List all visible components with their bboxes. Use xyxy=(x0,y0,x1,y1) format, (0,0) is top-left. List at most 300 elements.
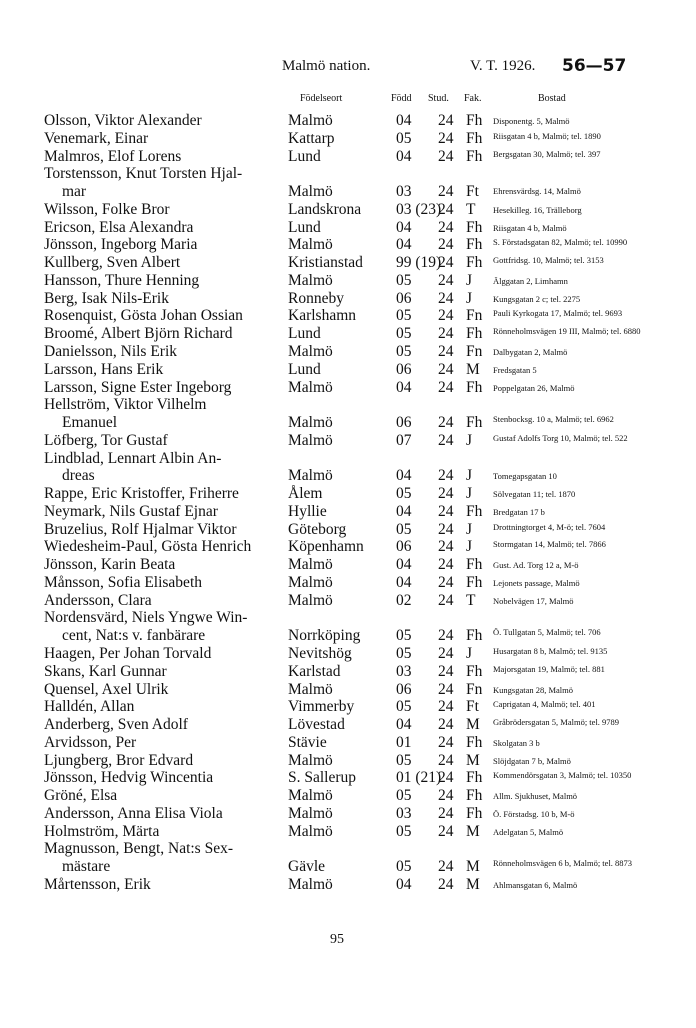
faculty-cell: J xyxy=(466,271,473,289)
faculty-cell: Fh xyxy=(466,236,483,254)
member-name xyxy=(44,716,284,733)
faculty-cell: J xyxy=(466,538,473,556)
member-name xyxy=(44,112,284,129)
born-year-cell: 05 xyxy=(396,325,412,343)
faculty-cell: Fh xyxy=(466,502,483,520)
faculty-cell: J xyxy=(466,467,473,485)
member-name-text: Magnusson, Bengt, Nat:s Sex- xyxy=(44,840,234,858)
address-cell: Gust. Ad. Torg 12 a, M-ö xyxy=(493,560,579,571)
table-row xyxy=(0,396,696,432)
born-year-cell: 03 (23) xyxy=(396,200,442,218)
member-name xyxy=(44,290,284,307)
member-name xyxy=(44,485,284,502)
student-year-cell: 24 xyxy=(438,538,454,556)
member-name xyxy=(44,663,284,680)
member-name-text: Larsson, Signe Ester Ingeborg xyxy=(44,378,232,396)
faculty-cell: J xyxy=(466,520,473,538)
faculty-cell: Fh xyxy=(466,627,483,645)
birthplace-cell: Malmö xyxy=(288,822,333,840)
student-year-cell: 24 xyxy=(438,342,454,360)
member-name-continuation: dreas xyxy=(62,467,95,485)
member-name-text: Andersson, Clara xyxy=(44,591,152,609)
born-year-cell: 05 xyxy=(396,271,412,289)
faculty-cell: Fh xyxy=(466,414,483,432)
address-cell: Hesekilleg. 16, Trälleborg xyxy=(493,204,582,215)
member-name-text: Rosenquist, Gösta Johan Ossian xyxy=(44,307,243,325)
member-name xyxy=(44,734,284,751)
birthplace-cell: Norrköping xyxy=(288,627,361,645)
born-year-cell: 05 xyxy=(396,485,412,503)
member-name-text: Arvidsson, Per xyxy=(44,733,137,751)
member-name-text: Hansson, Thure Henning xyxy=(44,271,200,289)
born-year-cell: 02 xyxy=(396,591,412,609)
column-headers xyxy=(0,93,696,107)
faculty-cell: Fh xyxy=(466,662,483,680)
born-year-cell: 04 xyxy=(396,147,412,165)
born-year-cell: 01 (21) xyxy=(396,769,442,787)
faculty-cell: Fh xyxy=(466,769,483,787)
page-header xyxy=(0,56,696,78)
born-year-cell: 04 xyxy=(396,236,412,254)
faculty-cell: M xyxy=(466,751,480,769)
born-year-cell: 04 xyxy=(396,716,412,734)
student-year-cell: 24 xyxy=(438,645,454,663)
col-header-address: Bostad xyxy=(538,93,566,104)
member-name-text: Rappe, Eric Kristoffer, Friherre xyxy=(44,485,239,503)
birthplace-cell: Malmö xyxy=(288,378,333,396)
member-list xyxy=(0,112,696,894)
born-year-cell: 05 xyxy=(396,751,412,769)
member-name-continuation: cent, Nat:s v. fanbärare xyxy=(62,627,206,645)
member-name-text: Löfberg, Tor Gustaf xyxy=(44,431,168,449)
birthplace-cell: S. Sallerup xyxy=(288,769,357,787)
birthplace-cell: Malmö xyxy=(288,751,333,769)
table-row xyxy=(0,272,696,290)
member-name xyxy=(44,325,284,342)
member-name xyxy=(44,538,284,555)
born-year-cell: 04 xyxy=(396,218,412,236)
birthplace-cell: Malmö xyxy=(288,112,333,129)
student-year-cell: 24 xyxy=(438,325,454,343)
faculty-cell: M xyxy=(466,858,480,876)
member-name xyxy=(44,805,284,822)
table-row xyxy=(0,698,696,716)
member-name-text: Venemark, Einar xyxy=(44,129,149,147)
student-year-cell: 24 xyxy=(438,751,454,769)
birthplace-cell: Ronneby xyxy=(288,289,344,307)
table-row xyxy=(0,325,696,343)
member-name xyxy=(44,343,284,360)
member-name-continuation: mar xyxy=(62,183,87,201)
faculty-cell: Fn xyxy=(466,680,483,698)
student-year-cell: 24 xyxy=(438,662,454,680)
address-cell: Drottningtorget 4, M-ö; tel. 7604 xyxy=(493,521,606,532)
faculty-cell: Fh xyxy=(466,325,483,343)
faculty-cell: Fh xyxy=(466,129,483,147)
address-cell: Gråbrödersgatan 5, Malmö; tel. 9789 xyxy=(493,717,620,728)
table-row xyxy=(0,148,696,166)
born-year-cell: 04 xyxy=(396,378,412,396)
birthplace-cell: Malmö xyxy=(288,431,333,449)
member-name-text: Lindblad, Lennart Albin An- xyxy=(44,449,222,467)
born-year-cell: 05 xyxy=(396,645,412,663)
student-year-cell: 24 xyxy=(438,271,454,289)
member-name-continuation: Emanuel xyxy=(62,414,118,432)
address-cell: Caprigatan 4, Malmö; tel. 401 xyxy=(493,699,596,710)
col-header-student-year: Stud. xyxy=(428,93,449,104)
born-year-cell: 05 xyxy=(396,342,412,360)
member-name xyxy=(44,219,284,236)
member-name-text: Mårtensson, Erik xyxy=(44,876,151,893)
address-cell: Ehrensvärdsg. 14, Malmö xyxy=(493,186,581,197)
born-year-cell: 03 xyxy=(396,662,412,680)
address-cell: Husargatan 8 b, Malmö; tel. 9135 xyxy=(493,646,608,657)
table-row xyxy=(0,254,696,272)
table-row xyxy=(0,450,696,486)
member-name xyxy=(44,272,284,289)
birthplace-cell: Malmö xyxy=(288,804,333,822)
address-cell: S. Förstadsgatan 82, Malmö; tel. 10990 xyxy=(493,237,628,248)
faculty-cell: J xyxy=(466,431,473,449)
nation-title: Malmö nation. xyxy=(282,58,371,74)
member-name xyxy=(44,396,284,432)
birthplace-cell: Malmö xyxy=(288,342,333,360)
member-name-text: Skans, Karl Gunnar xyxy=(44,662,167,680)
member-name-text: Neymark, Nils Gustaf Ejnar xyxy=(44,502,218,520)
member-name xyxy=(44,254,284,271)
birthplace-cell: Hyllie xyxy=(288,502,327,520)
born-year-cell: 06 xyxy=(396,538,412,556)
faculty-cell: Fh xyxy=(466,254,483,272)
table-row xyxy=(0,236,696,254)
address-cell: Älggatan 2, Limhamn xyxy=(493,275,568,286)
table-row xyxy=(0,574,696,592)
address-cell: Gustaf Adolfs Torg 10, Malmö; tel. 522 xyxy=(493,432,628,443)
table-row xyxy=(0,752,696,770)
address-cell: Ö. Tullgatan 5, Malmö; tel. 706 xyxy=(493,627,601,638)
member-name xyxy=(44,379,284,396)
student-year-cell: 24 xyxy=(438,556,454,574)
table-row xyxy=(0,343,696,361)
born-year-cell: 04 xyxy=(396,573,412,591)
member-name-text: Andersson, Anna Elisa Viola xyxy=(44,804,223,822)
born-year-cell: 07 xyxy=(396,431,412,449)
table-row xyxy=(0,681,696,699)
member-name-text: Bruzelius, Rolf Hjalmar Viktor xyxy=(44,520,237,538)
student-year-cell: 24 xyxy=(438,627,454,645)
faculty-cell: Fh xyxy=(466,378,483,396)
faculty-cell: Fh xyxy=(466,573,483,591)
member-name xyxy=(44,236,284,253)
birthplace-cell: Karlstad xyxy=(288,662,341,680)
member-name-text: Haagen, Per Johan Torvald xyxy=(44,645,212,663)
birthplace-cell: Stävie xyxy=(288,733,327,751)
student-year-cell: 24 xyxy=(438,733,454,751)
student-year-cell: 24 xyxy=(438,467,454,485)
member-name-text: Gröné, Elsa xyxy=(44,787,118,805)
member-name xyxy=(44,823,284,840)
student-year-cell: 24 xyxy=(438,307,454,325)
student-year-cell: 24 xyxy=(438,218,454,236)
member-name xyxy=(44,130,284,147)
birthplace-cell: Malmö xyxy=(288,787,333,805)
address-cell: Kommendörsgatan 3, Malmö; tel. 10350 xyxy=(493,770,632,781)
faculty-cell: Fn xyxy=(466,307,483,325)
birthplace-cell: Malmö xyxy=(288,271,333,289)
member-name xyxy=(44,592,284,609)
student-year-cell: 24 xyxy=(438,378,454,396)
table-row xyxy=(0,538,696,556)
member-name xyxy=(44,521,284,538)
col-header-born-year: Född xyxy=(391,93,412,104)
member-name-text: Nordensvärd, Niels Yngwe Win- xyxy=(44,609,248,627)
table-row xyxy=(0,361,696,379)
student-year-cell: 24 xyxy=(438,716,454,734)
birthplace-cell: Lund xyxy=(288,147,321,165)
birthplace-cell: Malmö xyxy=(288,236,333,254)
student-year-cell: 24 xyxy=(438,573,454,591)
faculty-cell: Fh xyxy=(466,147,483,165)
born-year-cell: 05 xyxy=(396,520,412,538)
student-year-cell: 24 xyxy=(438,414,454,432)
faculty-cell: Fh xyxy=(466,112,483,129)
born-year-cell: 05 xyxy=(396,787,412,805)
address-cell: Riisgatan 4 b, Malmö xyxy=(493,222,567,233)
address-cell: Tomegapsgatan 10 xyxy=(493,470,557,481)
faculty-cell: T xyxy=(466,591,476,609)
faculty-cell: J xyxy=(466,645,473,663)
born-year-cell: 06 xyxy=(396,360,412,378)
born-year-cell: 05 xyxy=(396,627,412,645)
student-year-cell: 24 xyxy=(438,289,454,307)
address-cell: Bergsgatan 30, Malmö; tel. 397 xyxy=(493,148,601,159)
birthplace-cell: Gävle xyxy=(288,858,326,876)
faculty-cell: Fh xyxy=(466,733,483,751)
birthplace-cell: Kattarp xyxy=(288,129,335,147)
member-name-text: Olsson, Viktor Alexander xyxy=(44,112,202,129)
birthplace-cell: Lund xyxy=(288,218,321,236)
address-cell: Rönneholmsvägen 6 b, Malmö; tel. 8873 xyxy=(493,858,633,869)
member-name xyxy=(44,698,284,715)
born-year-cell: 05 xyxy=(396,822,412,840)
table-row xyxy=(0,485,696,503)
born-year-cell: 05 xyxy=(396,858,412,876)
address-cell: Slöjdgatan 7 b, Malmö xyxy=(493,755,571,766)
address-cell: Gottfridsg. 10, Malmö; tel. 3153 xyxy=(493,255,604,266)
student-year-cell: 24 xyxy=(438,147,454,165)
table-row xyxy=(0,201,696,219)
faculty-cell: M xyxy=(466,876,480,893)
student-year-cell: 24 xyxy=(438,680,454,698)
address-cell: Poppelgatan 26, Malmö xyxy=(493,382,575,393)
table-row xyxy=(0,663,696,681)
student-year-cell: 24 xyxy=(438,485,454,503)
table-row xyxy=(0,716,696,734)
address-cell: Nobelvägen 17, Malmö xyxy=(493,595,574,606)
address-cell: Stenbocksg. 10 a, Malmö; tel. 6962 xyxy=(493,414,614,425)
table-row xyxy=(0,840,696,876)
faculty-cell: Ft xyxy=(466,183,479,201)
member-name-text: Jönsson, Hedvig Wincentia xyxy=(44,769,214,787)
faculty-cell: T xyxy=(466,200,476,218)
member-name xyxy=(44,450,284,486)
table-row xyxy=(0,823,696,841)
member-name-text: Wiedesheim-Paul, Gösta Henrich xyxy=(44,538,252,556)
col-header-faculty: Fak. xyxy=(464,93,482,104)
student-year-cell: 24 xyxy=(438,112,454,129)
member-name-text: Ljungberg, Bror Edvard xyxy=(44,751,194,769)
faculty-cell: M xyxy=(466,822,480,840)
member-name xyxy=(44,503,284,520)
address-cell: Kungsgatan 28, Malmö xyxy=(493,684,574,695)
birthplace-cell: Malmö xyxy=(288,573,333,591)
table-row xyxy=(0,645,696,663)
table-row xyxy=(0,769,696,787)
address-cell: Kungsgatan 2 c; tel. 2275 xyxy=(493,293,581,304)
born-year-cell: 04 xyxy=(396,876,412,893)
table-row xyxy=(0,876,696,894)
table-row xyxy=(0,307,696,325)
member-name xyxy=(44,681,284,698)
address-cell: Lejonets passage, Malmö xyxy=(493,577,580,588)
member-name-continuation: mästare xyxy=(62,858,111,876)
faculty-cell: Ft xyxy=(466,698,479,716)
table-row xyxy=(0,432,696,450)
table-row xyxy=(0,112,696,130)
member-name-text: Berg, Isak Nils-Erik xyxy=(44,289,169,307)
member-name-text: Anderberg, Sven Adolf xyxy=(44,716,188,734)
student-year-cell: 24 xyxy=(438,200,454,218)
member-name xyxy=(44,361,284,378)
student-year-cell: 24 xyxy=(438,858,454,876)
birthplace-cell: Malmö xyxy=(288,183,333,201)
birthplace-cell: Karlshamn xyxy=(288,307,357,325)
birthplace-cell: Malmö xyxy=(288,876,333,893)
member-name xyxy=(44,752,284,769)
term-label: V. T. 1926. xyxy=(470,58,536,74)
birthplace-cell: Kristianstad xyxy=(288,254,363,272)
birthplace-cell: Landskrona xyxy=(288,200,362,218)
address-cell: Skolgatan 3 b xyxy=(493,737,540,748)
address-cell: Bredgatan 17 b xyxy=(493,506,545,517)
birthplace-cell: Lövestad xyxy=(288,716,345,734)
table-row xyxy=(0,503,696,521)
member-name xyxy=(44,307,284,324)
student-year-cell: 24 xyxy=(438,183,454,201)
address-cell: Fredsgatan 5 xyxy=(493,364,537,375)
student-year-cell: 24 xyxy=(438,698,454,716)
faculty-cell: J xyxy=(466,485,473,503)
member-name xyxy=(44,876,284,893)
table-row xyxy=(0,290,696,308)
born-year-cell: 06 xyxy=(396,289,412,307)
member-name xyxy=(44,840,284,876)
member-name-text: Månsson, Sofia Elisabeth xyxy=(44,573,202,591)
faculty-cell: J xyxy=(466,289,473,307)
member-name-text: Jönsson, Karin Beata xyxy=(44,556,176,574)
table-row xyxy=(0,556,696,574)
faculty-cell: Fh xyxy=(466,787,483,805)
member-name xyxy=(44,165,284,201)
member-name-text: Hellström, Viktor Vilhelm xyxy=(44,396,207,414)
member-name xyxy=(44,574,284,591)
table-row xyxy=(0,592,696,610)
faculty-cell: M xyxy=(466,716,480,734)
born-year-cell: 03 xyxy=(396,183,412,201)
student-year-cell: 24 xyxy=(438,520,454,538)
member-name xyxy=(44,556,284,573)
address-cell: Sölvegatan 11; tel. 1870 xyxy=(493,489,576,500)
address-cell: Majorsgatan 19, Malmö; tel. 881 xyxy=(493,663,605,674)
table-row xyxy=(0,521,696,539)
address-cell: Riisgatan 4 b, Malmö; tel. 1890 xyxy=(493,130,601,141)
birthplace-cell: Malmö xyxy=(288,414,333,432)
born-year-cell: 04 xyxy=(396,112,412,129)
member-name xyxy=(44,148,284,165)
member-name xyxy=(44,769,284,786)
student-year-cell: 24 xyxy=(438,129,454,147)
student-year-cell: 24 xyxy=(438,502,454,520)
student-year-cell: 24 xyxy=(438,236,454,254)
member-name xyxy=(44,645,284,662)
table-row xyxy=(0,734,696,752)
member-name-text: Torstensson, Knut Torsten Hjal- xyxy=(44,165,243,183)
birthplace-cell: Lund xyxy=(288,325,321,343)
member-name-text: Malmros, Elof Lorens xyxy=(44,147,182,165)
birthplace-cell: Malmö xyxy=(288,556,333,574)
table-row xyxy=(0,165,696,201)
address-cell: Rönneholmsvägen 19 III, Malmö; tel. 6880 xyxy=(493,326,641,337)
born-year-cell: 05 xyxy=(396,698,412,716)
address-cell: Disponentg. 5, Malmö xyxy=(493,116,570,126)
born-year-cell: 04 xyxy=(396,556,412,574)
member-name-text: Larsson, Hans Erik xyxy=(44,360,164,378)
table-row xyxy=(0,130,696,148)
member-name xyxy=(44,201,284,218)
birthplace-cell: Ålem xyxy=(288,485,323,503)
address-cell: Dalbygatan 2, Malmö xyxy=(493,346,568,357)
address-cell: Stormgatan 14, Malmö; tel. 7866 xyxy=(493,539,606,550)
student-year-cell: 24 xyxy=(438,360,454,378)
student-year-cell: 24 xyxy=(438,769,454,787)
member-name-text: Holmström, Märta xyxy=(44,822,160,840)
table-row xyxy=(0,219,696,237)
birthplace-cell: Nevitshög xyxy=(288,645,352,663)
table-row xyxy=(0,787,696,805)
member-name-text: Halldén, Allan xyxy=(44,698,135,716)
student-year-cell: 24 xyxy=(438,431,454,449)
address-cell: Ahlmansgatan 6, Malmö xyxy=(493,880,578,890)
faculty-cell: Fh xyxy=(466,556,483,574)
born-year-cell: 06 xyxy=(396,414,412,432)
faculty-cell: Fh xyxy=(466,804,483,822)
birthplace-cell: Malmö xyxy=(288,591,333,609)
member-name-text: Kullberg, Sven Albert xyxy=(44,254,181,272)
born-year-cell: 03 xyxy=(396,804,412,822)
address-cell: Ö. Förstadsg. 10 b, M-ö xyxy=(493,808,575,819)
table-row xyxy=(0,609,696,645)
birthplace-cell: Göteborg xyxy=(288,520,347,538)
col-header-birthplace: Födelseort xyxy=(300,93,343,104)
student-year-cell: 24 xyxy=(438,876,454,893)
faculty-cell: M xyxy=(466,360,480,378)
table-row xyxy=(0,379,696,397)
student-year-cell: 24 xyxy=(438,822,454,840)
member-name-text: Ericson, Elsa Alexandra xyxy=(44,218,194,236)
member-name-text: Danielsson, Nils Erik xyxy=(44,342,178,360)
birthplace-cell: Vimmerby xyxy=(288,698,355,716)
member-name-text: Quensel, Axel Ulrik xyxy=(44,680,169,698)
